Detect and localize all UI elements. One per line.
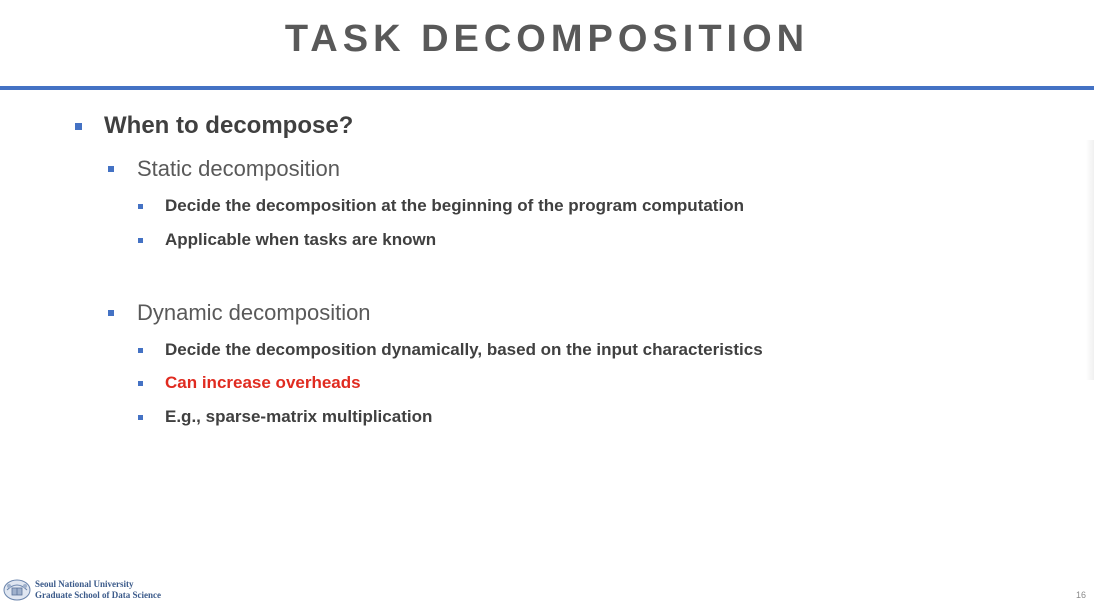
- bullet-text: When to decompose?: [104, 112, 354, 139]
- square-bullet-icon: [108, 310, 114, 316]
- bullet-static-decomposition: [108, 156, 340, 182]
- bullet-dynamic-detail-2-highlighted: [138, 373, 361, 393]
- bullet-static-detail-2: [138, 230, 436, 250]
- bullet-text: Can increase overheads: [165, 373, 361, 392]
- school-name: Graduate School of Data Science: [35, 590, 161, 600]
- bullet-when-to-decompose: [75, 112, 353, 140]
- page-number: 16: [1075, 590, 1086, 600]
- bullet-text: Static decomposition: [137, 156, 340, 181]
- bullet-dynamic-decomposition: [108, 300, 371, 326]
- university-emblem-icon: [2, 578, 32, 602]
- slide-title: TASK DECOMPOSITION: [284, 18, 810, 60]
- bullet-static-detail-1: [138, 196, 744, 216]
- square-bullet-icon: [108, 166, 114, 172]
- bullet-text: Decide the decomposition at the beginning of the program computation: [165, 196, 744, 215]
- square-bullet-icon: [138, 381, 143, 386]
- square-bullet-icon: [138, 238, 143, 243]
- bullet-text: Dynamic decomposition: [137, 300, 371, 325]
- bullet-dynamic-detail-3: [138, 407, 432, 427]
- institution-name: Seoul National University: [35, 579, 134, 589]
- footer-logo: [2, 578, 161, 602]
- square-bullet-icon: [138, 348, 143, 353]
- bullet-text: Decide the decomposition dynamically, based on the input characteristics: [165, 340, 763, 359]
- title-divider: [0, 86, 1094, 90]
- bullet-dynamic-detail-1: [138, 340, 763, 360]
- square-bullet-icon: [138, 204, 143, 209]
- side-panel-shadow: [1086, 140, 1094, 380]
- bullet-text: E.g., sparse-matrix multiplication: [165, 407, 433, 426]
- square-bullet-icon: [138, 415, 143, 420]
- square-bullet-icon: [75, 123, 82, 130]
- bullet-text: Applicable when tasks are known: [165, 230, 437, 249]
